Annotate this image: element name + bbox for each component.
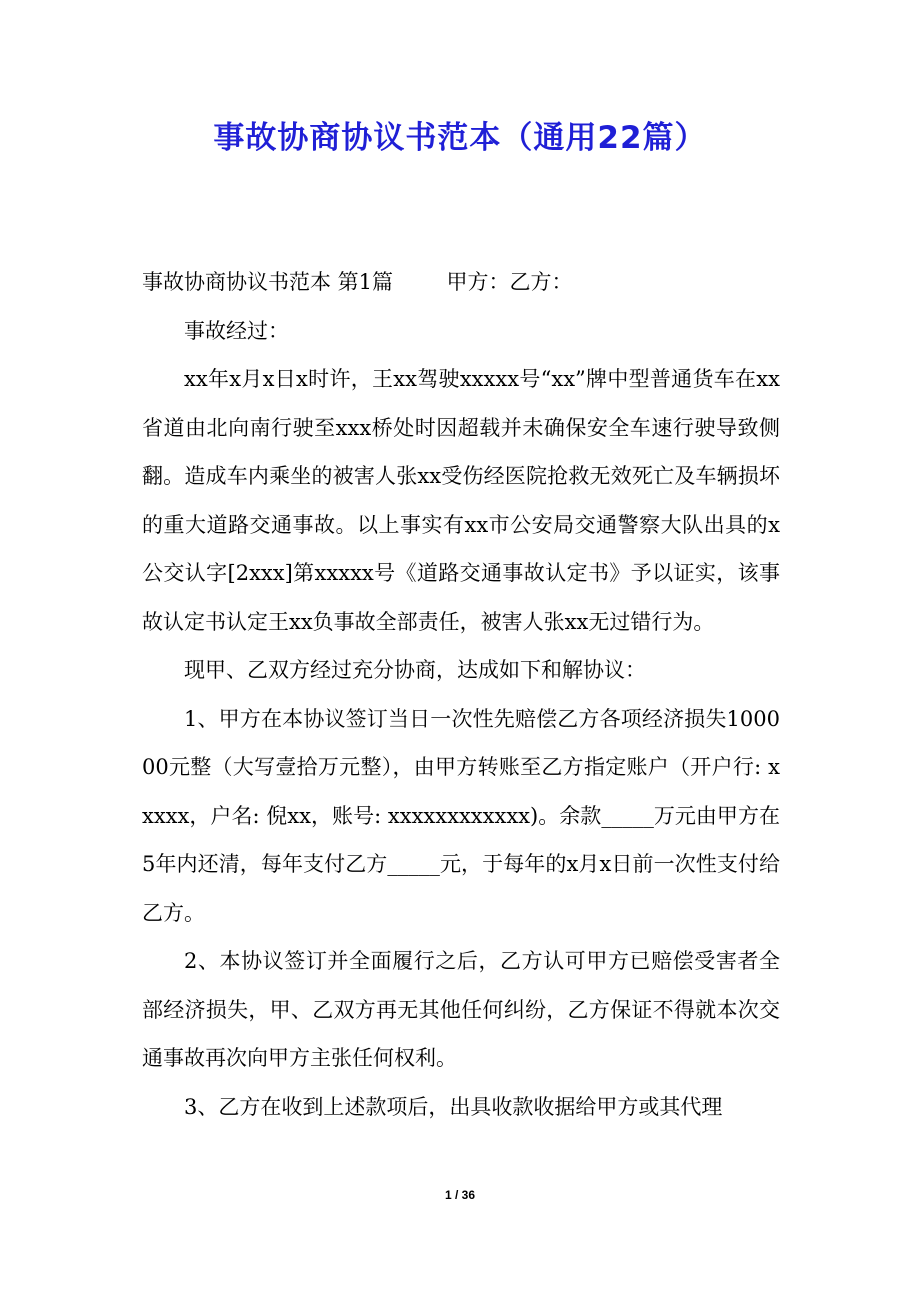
document-title: 事故协商协议书范本（通用22篇） <box>213 120 707 156</box>
paragraph-accident-details: xx年x月x日x时许，王xx驾驶xxxxx号“xx”牌中型普通货车在xx省道由北向南行驶至xxx桥处时因超载并未确保安全车速行驶导致侧翻。造成车内乘坐的被害人张xx受伤经医院抢救无效死亡及车辆损坏的重大道路交通事故。以上事实有xx市公安局交通警察大队出具的x公交认字[2xxx]第xxxxx号《道路交通事故认定书》予以证实，该事故认定书认定王xx负事故全部责任，被害人张xx无过错行为。 <box>142 367 780 634</box>
parties-line: 甲方：乙方： <box>446 270 573 294</box>
paragraph-agreement-intro: 现甲、乙双方经过充分协商，达成如下和解协议： <box>184 658 646 682</box>
document-body <box>142 258 780 1131</box>
paragraph-accident-heading: 事故经过： <box>184 318 289 343</box>
paragraph-clause-2: 2、本协议签订并全面履行之后，乙方认可甲方已赔偿受害者全部经济损失，甲、乙双方再无其他任何纠纷，乙方保证不得就本次交通事故再次向甲方主张任何权利。 <box>142 949 780 1070</box>
intro-heading: 事故协商协议书范本 第1篇 <box>142 270 394 294</box>
intro-line <box>142 258 780 307</box>
paragraph-clause-3: 3、乙方在收到上述款项后，出具收款收据给甲方或其代理 <box>184 1094 723 1119</box>
page-number: 1 / 36 <box>444 1188 476 1202</box>
intro-gap <box>393 270 446 294</box>
paragraph-clause-1: 1、甲方在本协议签订当日一次性先赔偿乙方各项经济损失100000元整（大写壹拾万元整），由甲方转账至乙方指定账户（开户行: xxxxx，户名: 倪xx，账号: xxxxxxxxxxxx)。余款_____万元由甲方在5年内还清，每年支付乙方_____元，于每年的x月x日前一次性支付给乙方。 <box>142 706 780 925</box>
